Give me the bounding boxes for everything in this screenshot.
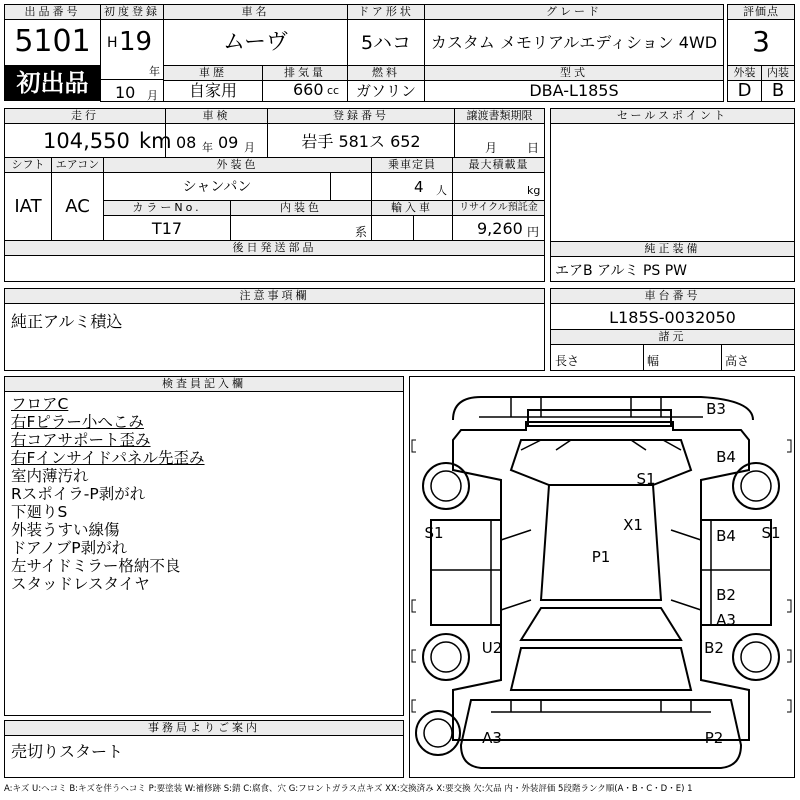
door-type-cell xyxy=(347,4,425,66)
car-diagram xyxy=(410,377,794,777)
lot-number-label: 出品番号 xyxy=(5,5,100,20)
model-code-cell xyxy=(424,65,724,102)
hood-outline xyxy=(528,410,671,426)
shift-cell xyxy=(4,157,52,241)
shift-value: IAT xyxy=(14,196,42,217)
aircon-cell xyxy=(51,157,104,241)
inspector-note-line: ドアノブP剥がれ xyxy=(11,539,128,557)
inspector-note-line: スタッドレスタイヤ xyxy=(11,575,150,593)
damage-code-label: B2 xyxy=(704,639,724,657)
interior-color-label: 内装色 xyxy=(231,201,371,216)
dimension-width-label: 幅 xyxy=(647,354,660,368)
genuine-equipment-value: エアB アルミ PS PW xyxy=(555,263,688,279)
inspector-note-line: 左サイドミラー格納不良 xyxy=(11,557,181,575)
inspector-note-line: 外装うすい線傷 xyxy=(11,521,120,539)
dimensions-cell xyxy=(550,329,795,371)
front-left-wheel xyxy=(423,463,469,509)
color-number: T17 xyxy=(151,219,183,238)
damage-code-label: B4 xyxy=(716,527,736,545)
displacement-label: 排気量 xyxy=(263,66,347,81)
inspector-note-line: フロアC xyxy=(11,395,69,413)
damage-code-label: X1 xyxy=(623,516,643,534)
recycle-unit: 円 xyxy=(527,225,540,239)
first-listing-badge xyxy=(4,65,101,101)
car-name-label: 車名 xyxy=(164,5,347,20)
chassis-number-cell xyxy=(550,288,795,330)
max-load-label: 最大積載量 xyxy=(453,158,544,173)
shift-label: シフト xyxy=(5,158,51,173)
inspection-label: 車検 xyxy=(166,109,267,124)
transfer-deadline-cell xyxy=(454,108,545,158)
aircon-label: エアコン xyxy=(52,158,103,173)
later-parts-cell xyxy=(4,240,545,282)
genuine-equipment-cell xyxy=(550,241,795,282)
mileage-value: 104,550 xyxy=(43,129,130,153)
inspector-note-line: Rスポイラ-P剥がれ xyxy=(11,485,146,503)
sales-points-label: セールスポイント xyxy=(551,109,794,124)
grade-label: グレード xyxy=(425,5,723,20)
fuel-cell xyxy=(347,65,425,102)
fuel-type: ガソリン xyxy=(355,82,416,100)
notes-value: 純正アルミ積込 xyxy=(11,312,123,331)
lot-number-cell xyxy=(4,4,101,66)
rating-score: 3 xyxy=(752,25,770,58)
grade-cell xyxy=(424,4,724,66)
inspector-note-line: 下廻りS xyxy=(11,503,68,521)
interior-grade-cell xyxy=(761,65,795,102)
import-cell xyxy=(371,200,453,241)
inspector-note-line: 右Fインサイドパネル先歪み xyxy=(11,449,205,467)
inspection-month-unit: 月 xyxy=(244,141,255,154)
car-name-cell xyxy=(163,4,348,66)
dimensions-label: 諸元 xyxy=(551,330,794,345)
damage-code-label: P2 xyxy=(704,729,724,747)
inspector-note-line: 右コアサポート歪み xyxy=(11,431,151,449)
rating-label: 評価点 xyxy=(728,5,794,20)
damage-code-label: S1 xyxy=(636,470,656,488)
rear-right-wheel xyxy=(733,634,779,680)
plate-cell xyxy=(267,108,455,158)
inspector-note-line: 室内薄汚れ xyxy=(11,467,89,485)
model-code: DBA-L185S xyxy=(529,81,619,100)
capacity-cell xyxy=(371,157,453,201)
capacity-label: 乗車定員 xyxy=(372,158,452,173)
recycle-value: 9,260 xyxy=(477,219,523,238)
displacement-value: 660 xyxy=(293,80,324,99)
roof-outline xyxy=(541,485,661,600)
inspector-notes-list xyxy=(11,395,205,593)
inspection-cell xyxy=(165,108,268,158)
interior-grade: B xyxy=(771,80,785,101)
sales-points-cell xyxy=(550,108,795,242)
first-registration-year-unit: 年 xyxy=(149,65,160,78)
notes-label: 注意事項欄 xyxy=(5,289,544,304)
front-right-wheel xyxy=(733,463,779,509)
office-notice-cell xyxy=(4,720,404,778)
door-type-label: ドア形状 xyxy=(348,5,424,20)
recycle-label: リサイクル預託金 xyxy=(453,201,544,216)
windshield-outline xyxy=(511,440,691,485)
inspection-month: 09 xyxy=(218,133,239,152)
first-registration-year: 19 xyxy=(119,27,153,57)
dimension-length-label: 長さ xyxy=(555,354,580,368)
aircon-value: AC xyxy=(65,196,90,217)
damage-code-label: A3 xyxy=(716,611,736,629)
vehicle-history-label: 車歴 xyxy=(164,66,262,81)
damage-code-label: A3 xyxy=(482,729,502,747)
exterior-grade-cell xyxy=(727,65,762,102)
first-registration-month: 10 xyxy=(115,83,136,102)
plate-label: 登録番号 xyxy=(268,109,454,124)
rear-window-outline xyxy=(521,608,681,640)
interior-color-cell xyxy=(230,200,372,241)
lot-number: 5101 xyxy=(14,24,91,59)
exterior-grade: D xyxy=(737,80,752,101)
mileage-cell xyxy=(4,108,172,158)
exterior-color-label: 外装色 xyxy=(104,158,371,173)
damage-code-label: B4 xyxy=(716,448,736,466)
damage-code-label: B2 xyxy=(716,586,736,604)
door-type: 5ハコ xyxy=(360,32,412,54)
fuel-label: 燃料 xyxy=(348,66,424,81)
later-parts-label: 後日発送部品 xyxy=(5,241,544,256)
notes-cell xyxy=(4,288,545,371)
damage-code-label: P1 xyxy=(591,548,611,566)
vehicle-history-cell xyxy=(163,65,263,102)
recycle-cell xyxy=(452,200,545,241)
damage-legend: A:キズ U:ヘコミ B:キズを伴うヘコミ P:要塗装 W:補修跡 S:錆 C:腐食、穴 G:フロントガラス点キズ XX:交換済み X:要交換 欠:欠品 内・外装評価 5段階ランク順(A・B・C・D・E) 1 xyxy=(4,784,693,794)
damage-code-label: U2 xyxy=(481,639,503,657)
damage-code-label: B3 xyxy=(706,400,726,418)
genuine-equipment-label: 純正装備 xyxy=(551,242,794,257)
body-outline xyxy=(453,422,749,740)
color-number-cell xyxy=(103,200,231,241)
damage-diagram-cell xyxy=(409,376,795,778)
grade-value: カスタム メモリアルエディション 4WD xyxy=(430,33,718,52)
interior-grade-label: 内装 xyxy=(762,66,794,81)
transfer-deadline-label: 譲渡書類期限 xyxy=(455,109,544,124)
mileage-unit: km xyxy=(139,129,172,153)
first-registration-month-unit: 月 xyxy=(147,89,158,102)
inspector-notes-label: 検査員記入欄 xyxy=(5,377,403,392)
damage-code-label: S1 xyxy=(761,524,781,542)
exterior-color-value: シャンパン xyxy=(182,179,252,195)
exterior-grade-label: 外装 xyxy=(728,66,761,81)
dimension-height-label: 高さ xyxy=(725,354,750,368)
interior-color-unit: 系 xyxy=(355,225,368,239)
rear-left-wheel xyxy=(423,634,469,680)
inspection-year: 08 xyxy=(176,133,197,152)
model-code-label: 型式 xyxy=(425,66,723,81)
inspection-year-unit: 年 xyxy=(202,141,213,154)
max-load-unit: kg xyxy=(527,184,541,197)
rear-bumper-outline xyxy=(461,700,741,768)
first-registration-cell xyxy=(100,4,164,102)
chassis-number-label: 車台番号 xyxy=(551,289,794,304)
color-number-label: カラーNo. xyxy=(104,201,230,216)
plate-number: 岩手 581ス 652 xyxy=(301,132,421,151)
chassis-number: L185S-0032050 xyxy=(609,308,736,327)
office-notice-label: 事務局よりご案内 xyxy=(5,721,403,736)
office-notice-value: 売切りスタート xyxy=(11,742,124,761)
exterior-color-cell xyxy=(103,157,372,201)
first-listing-text: 初出品 xyxy=(16,69,89,97)
capacity-value: 4 xyxy=(414,178,424,196)
inspector-notes-cell xyxy=(4,376,404,716)
first-registration-label: 初度登録 xyxy=(101,5,163,20)
mileage-label: 走行 xyxy=(5,109,165,124)
capacity-unit: 人 xyxy=(436,184,447,197)
displacement-unit: cc xyxy=(327,84,340,97)
import-label: 輸入車 xyxy=(372,201,452,216)
vehicle-history: 自家用 xyxy=(188,81,237,100)
displacement-cell xyxy=(262,65,348,102)
rating-cell xyxy=(727,4,795,66)
max-load-cell xyxy=(452,157,545,201)
transfer-deadline-day-unit: 日 xyxy=(527,141,540,155)
inspector-note-line: 右Fピラー小へこみ xyxy=(11,413,144,431)
car-name: ムーヴ xyxy=(223,30,288,55)
damage-code-label: S1 xyxy=(424,524,444,542)
transfer-deadline-month-unit: 月 xyxy=(485,141,498,155)
first-registration-era: H xyxy=(107,35,118,51)
